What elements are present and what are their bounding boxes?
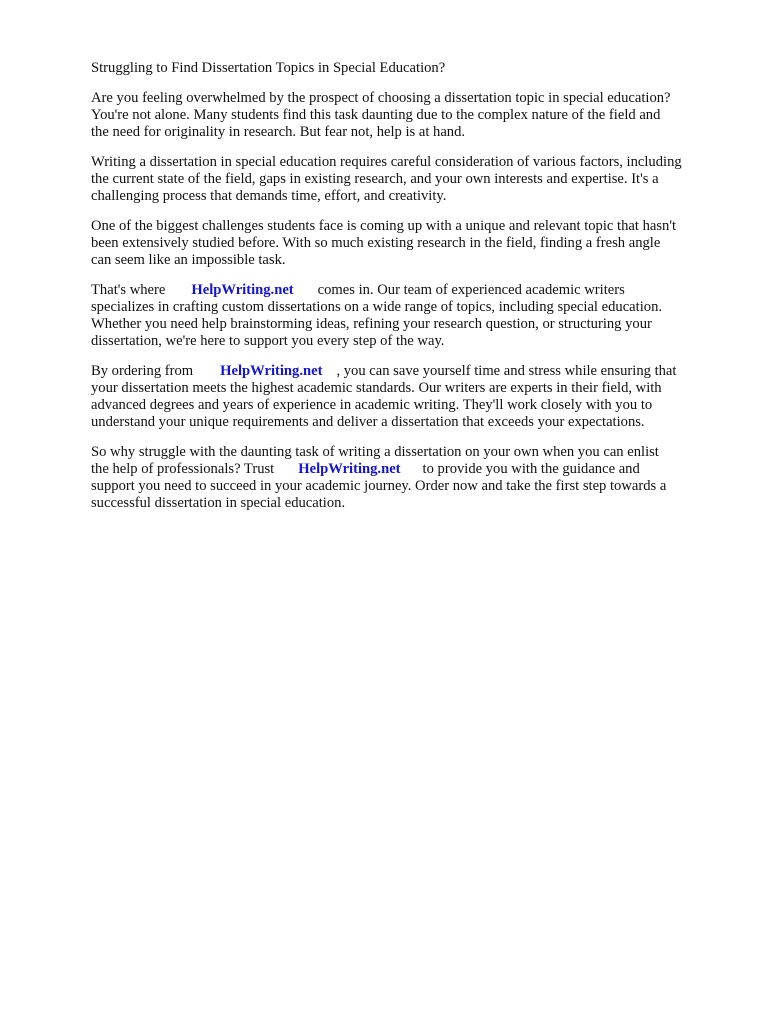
paragraph-challenges [91, 218, 731, 269]
document-title: Struggling to Find Dissertation Topics in Special Education? [91, 60, 446, 76]
helpwriting-link[interactable]: HelpWriting.net [220, 363, 323, 379]
paragraph-line: challenging process that demands time, effort, and creativity. [91, 188, 447, 204]
paragraph-line: your dissertation meets the highest academic standards. Our writers are experts in their field, with [91, 380, 662, 396]
paragraph-considerations [91, 154, 731, 205]
paragraph-line: Writing a dissertation in special education requires careful consideration of various factors, including [91, 154, 682, 170]
paragraph-line: One of the biggest challenges students face is coming up with a unique and relevant topic that hasn't [91, 218, 677, 234]
paragraph-line: support you need to succeed in your academic journey. Order now and take the first step towards a [91, 478, 667, 494]
paragraph-line: specializes in crafting custom dissertations on a wide range of topics, including special education. [91, 299, 663, 315]
paragraph-text: to provide you with the guidance and [422, 461, 640, 477]
paragraph-line: been extensively studied before. With so much existing research in the field, finding a fresh angle [91, 235, 661, 251]
paragraph-intro [91, 90, 731, 141]
paragraph-line [91, 282, 731, 299]
paragraph-text: By ordering from [91, 363, 194, 379]
paragraph-line: the current state of the field, gaps in existing research, and your own interests and expertise. It's a [91, 171, 659, 187]
paragraph-line: Are you feeling overwhelmed by the prospect of choosing a dissertation topic in special education? [91, 90, 671, 106]
paragraph-line: the need for originality in research. But fear not, help is at hand. [91, 124, 466, 140]
paragraph-line: Whether you need help brainstorming ideas, refining your research question, or structuring your [91, 316, 652, 332]
helpwriting-link[interactable]: HelpWriting.net [298, 461, 401, 477]
paragraph-ordering [91, 363, 731, 431]
paragraph-closing [91, 444, 731, 512]
paragraph-text: comes in. Our team of experienced academic writers [317, 282, 625, 298]
paragraph-text: the help of professionals? Trust [91, 461, 275, 477]
paragraph-service [91, 282, 731, 350]
paragraph-text: That's where [91, 282, 166, 298]
paragraph-line: advanced degrees and years of experience in academic writing. They'll work closely with you to [91, 397, 653, 413]
paragraph-line: successful dissertation in special education. [91, 495, 346, 511]
helpwriting-link[interactable]: HelpWriting.net [191, 282, 294, 298]
paragraph-line: dissertation, we're here to support you every step of the way. [91, 333, 445, 349]
document-body [91, 60, 731, 512]
paragraph-line: So why struggle with the daunting task of writing a dissertation on your own when you can enlist [91, 444, 659, 460]
paragraph-line: can seem like an impossible task. [91, 252, 286, 268]
paragraph-text: , you can save yourself time and stress while ensuring that [336, 363, 677, 379]
paragraph-line [91, 461, 731, 478]
paragraph-line: You're not alone. Many students find this task daunting due to the complex nature of the field and [91, 107, 661, 123]
paragraph-line: understand your unique requirements and deliver a dissertation that exceeds your expectations. [91, 414, 645, 430]
paragraph-line [91, 363, 731, 380]
